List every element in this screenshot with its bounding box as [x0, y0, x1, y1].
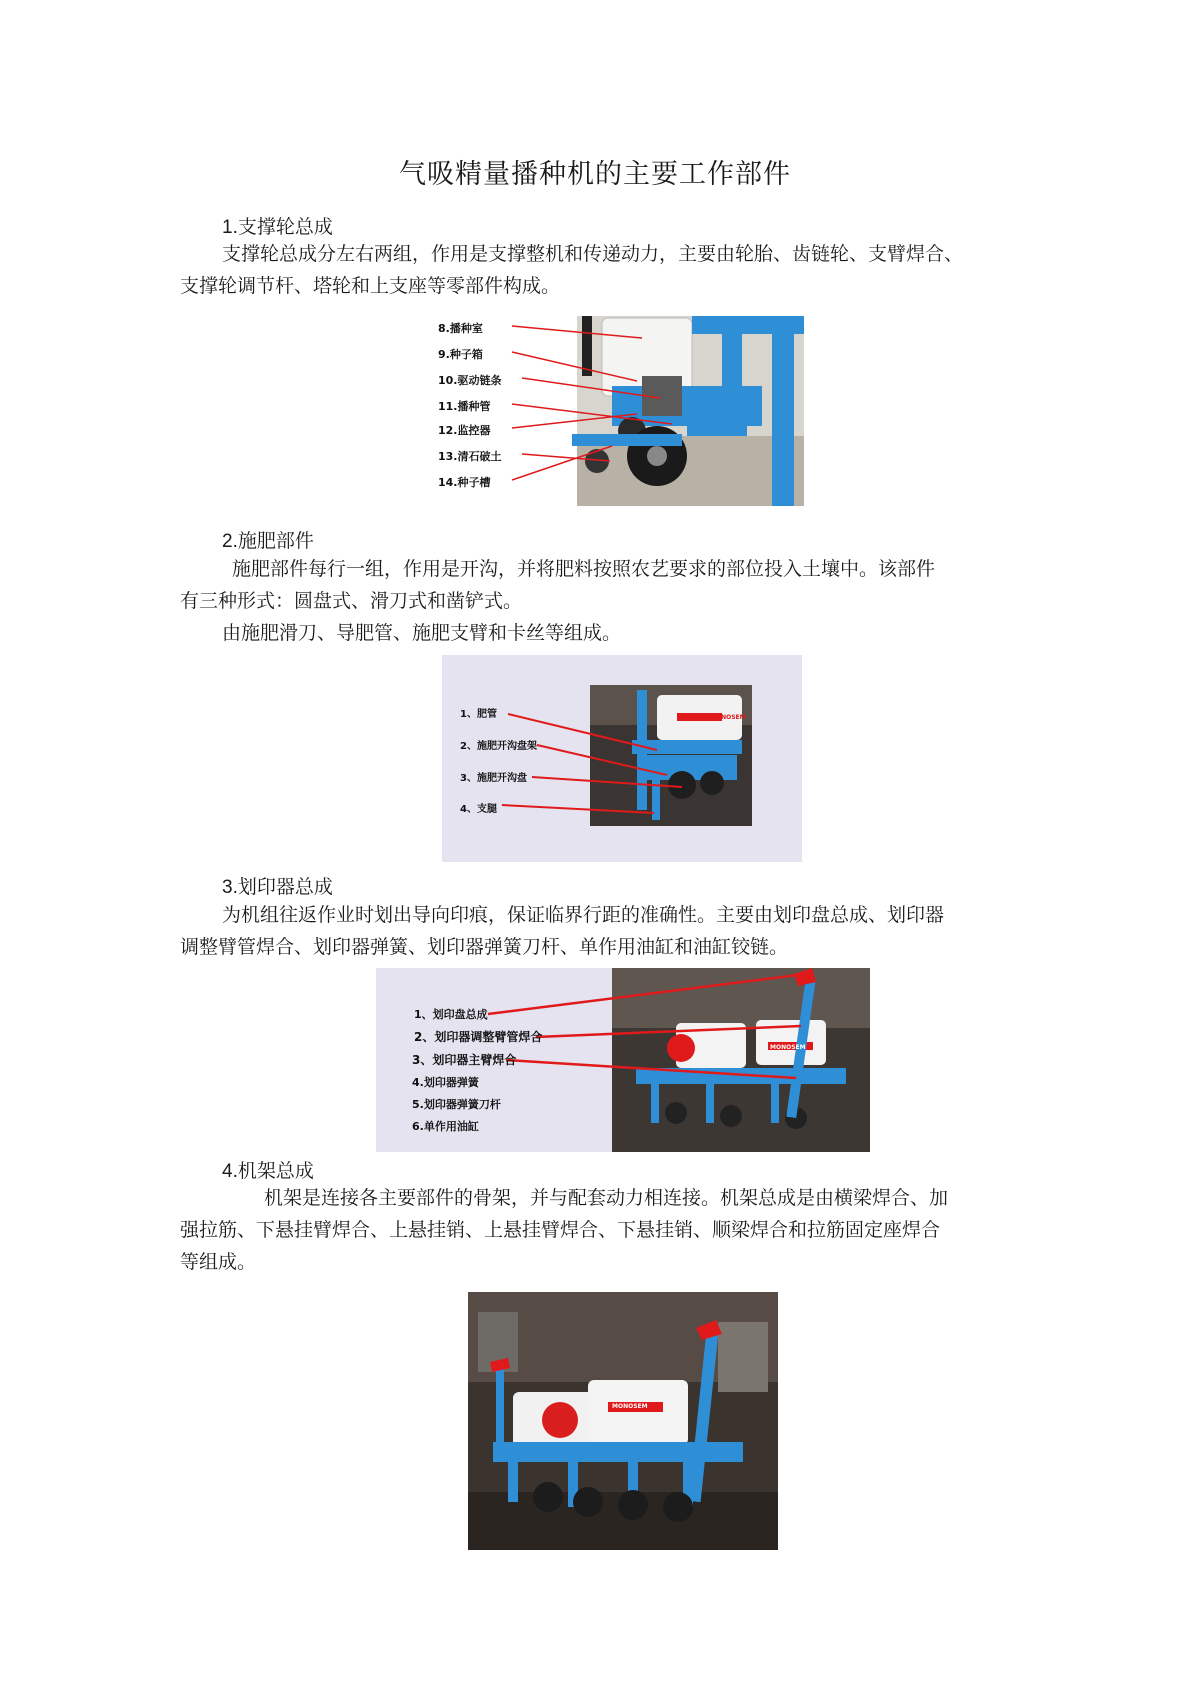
figure-label: 5.划印器弹簧刀杆 — [412, 1098, 501, 1111]
section-3-paragraph — [180, 899, 1010, 963]
paragraph-line: 支撑轮总成分左右两组，作用是支撑整机和传递动力，主要由轮胎、齿链轮、支臂焊合、 — [222, 243, 964, 265]
paragraph-line: 施肥部件每行一组，作用是开沟，并将肥料按照农艺要求的部位投入土壤中。该部件 — [232, 558, 936, 580]
section-number: 4. — [222, 1161, 238, 1182]
section-4-heading — [222, 1156, 314, 1183]
section-title: 支撑轮总成 — [237, 216, 333, 238]
figure-label: 4.划印器弹簧 — [412, 1076, 479, 1089]
section-1-heading — [222, 212, 333, 239]
paragraph-line: 强拉筋、下悬挂臂焊合、上悬挂销、上悬挂臂焊合、下悬挂销、顺梁焊合和拉筋固定座焊合 — [180, 1219, 941, 1241]
paragraph-line: 等组成。 — [180, 1251, 257, 1273]
section-2-heading — [222, 526, 314, 553]
paragraph-line: 由施肥滑刀、导肥管、施肥支臂和卡丝等组成。 — [222, 622, 622, 644]
figure-label: 9.种子箱 — [438, 348, 483, 361]
figure-label: 1、划印盘总成 — [414, 1008, 488, 1021]
section-title: 施肥部件 — [237, 530, 314, 552]
figure-label: 2、施肥开沟盘架 — [460, 741, 537, 752]
figure-label: 11.播种管 — [438, 400, 491, 413]
figure-label: 14.种子槽 — [438, 476, 491, 489]
figure-label: 8.播种室 — [438, 322, 483, 335]
figure-frame-assembly — [468, 1292, 778, 1550]
section-4-paragraph — [180, 1182, 1010, 1278]
figure-label: 12.监控器 — [438, 424, 491, 437]
section-number: 3. — [222, 877, 238, 898]
section-number: 2. — [222, 531, 238, 552]
figure-label: 2、划印器调整臂管焊合 — [414, 1030, 543, 1044]
paragraph-line: 有三种形式：圆盘式、滑刀式和凿铲式。 — [180, 590, 523, 612]
figure-label: 13.清石破土 — [438, 450, 502, 463]
document-title: 气吸精量播种机的主要工作部件 — [399, 159, 791, 190]
figure-fertilizer-unit — [442, 655, 802, 862]
paragraph-line: 为机组往返作业时划出导向印痕，保证临界行距的准确性。主要由划印盘总成、划印器 — [222, 904, 945, 926]
brand-logo: MONOSEM — [770, 1044, 806, 1051]
section-1-paragraph — [180, 238, 1010, 302]
fertilizer-unit-photo — [442, 655, 802, 862]
brand-logo: MONOSEM — [710, 714, 746, 721]
section-title: 划印器总成 — [237, 876, 333, 898]
section-2-paragraph — [180, 553, 1010, 649]
figure-label: 10.驱动链条 — [438, 374, 502, 387]
figure-seed-metering-unit — [432, 316, 804, 506]
paragraph-line: 机架是连接各主要部件的骨架，并与配套动力相连接。机架总成是由横梁焊合、加 — [264, 1187, 949, 1209]
section-number: 1. — [222, 217, 238, 238]
section-title: 机架总成 — [237, 1160, 314, 1182]
figure-marker-assembly — [376, 968, 870, 1152]
paragraph-line: 支撑轮调节杆、塔轮和上支座等零部件构成。 — [180, 275, 561, 297]
frame-assembly-photo — [468, 1292, 778, 1550]
brand-logo: MONOSEM — [612, 1403, 648, 1410]
figure-label: 3、施肥开沟盘 — [460, 773, 527, 784]
paragraph-line: 调整臂管焊合、划印器弹簧、划印器弹簧刀杆、单作用油缸和油缸铰链。 — [180, 936, 789, 958]
figure-label: 4、支腿 — [460, 804, 497, 815]
figure-label: 6.单作用油缸 — [412, 1120, 479, 1133]
figure-label: 1、肥管 — [460, 709, 497, 720]
section-3-heading — [222, 872, 333, 899]
figure-label: 3、划印器主臂焊合 — [412, 1053, 517, 1067]
